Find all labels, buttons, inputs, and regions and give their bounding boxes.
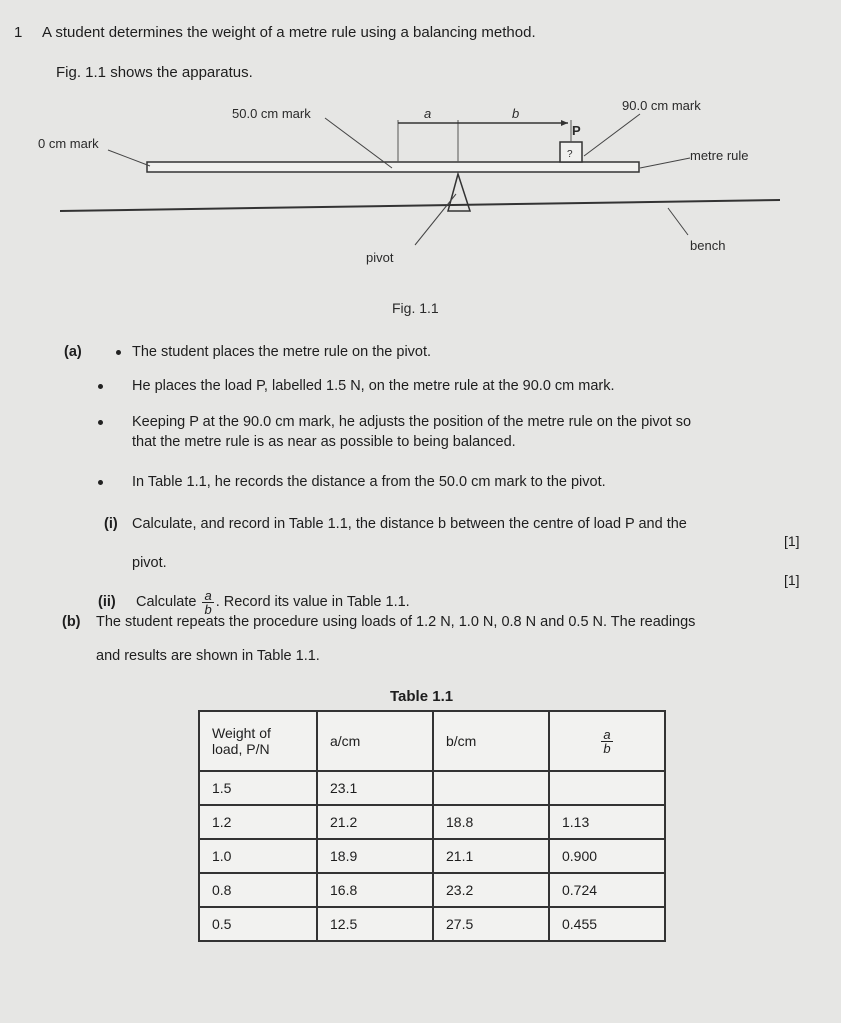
question-number: 1 bbox=[14, 24, 23, 41]
svg-text:?: ? bbox=[567, 149, 573, 160]
label-50cm-mark: 50.0 cm mark bbox=[232, 106, 311, 121]
table-row bbox=[199, 805, 665, 839]
cell-b: 21.1 bbox=[433, 839, 549, 873]
cell-weight: 0.5 bbox=[199, 907, 317, 941]
table-row bbox=[199, 907, 665, 941]
table-row bbox=[199, 873, 665, 907]
part-b-line2: and results are shown in Table 1.1. bbox=[96, 648, 320, 664]
cell-ratio: 0.724 bbox=[549, 873, 665, 907]
label-0cm-mark: 0 cm mark bbox=[38, 136, 99, 151]
part-a-bullet-4: In Table 1.1, he records the distance a from the 50.0 cm mark to the pivot. bbox=[132, 474, 606, 490]
cell-weight: 1.5 bbox=[199, 771, 317, 805]
header-ratio bbox=[549, 711, 665, 771]
figure-intro: Fig. 1.1 shows the apparatus. bbox=[56, 64, 253, 81]
part-a-bullet-1: The student places the metre rule on the pivot. bbox=[132, 344, 432, 360]
bullet-2 bbox=[98, 384, 103, 389]
header-ratio-num: a bbox=[603, 726, 611, 742]
cell-b: 18.8 bbox=[433, 805, 549, 839]
label-90cm-mark: 90.0 cm mark bbox=[622, 98, 701, 113]
cell-b bbox=[433, 771, 549, 805]
part-b-label: (b) bbox=[62, 614, 81, 630]
cell-b: 27.5 bbox=[433, 907, 549, 941]
sub-i-line2: pivot. bbox=[132, 555, 167, 571]
table-row bbox=[199, 771, 665, 805]
label-p: P bbox=[572, 123, 581, 138]
figure-caption: Fig. 1.1 bbox=[392, 300, 439, 316]
cell-b: 23.2 bbox=[433, 873, 549, 907]
cell-a: 12.5 bbox=[317, 907, 433, 941]
bullet-3 bbox=[98, 420, 103, 425]
cell-weight: 1.0 bbox=[199, 839, 317, 873]
part-b-line1: The student repeats the procedure using loads of 1.2 N, 1.0 N, 0.8 N and 0.5 N. The readings bbox=[96, 614, 696, 630]
cell-ratio: 0.900 bbox=[549, 839, 665, 873]
header-ratio-fraction bbox=[601, 728, 612, 755]
table-header-row bbox=[199, 711, 665, 771]
table-row bbox=[199, 839, 665, 873]
label-bench: bench bbox=[690, 238, 726, 253]
cell-weight: 0.8 bbox=[199, 873, 317, 907]
header-weight-line2: load, P/N bbox=[212, 741, 270, 757]
header-ratio-den: b bbox=[603, 740, 611, 756]
part-a-bullet-2: He places the load P, labelled 1.5 N, on the metre rule at the 90.0 cm mark. bbox=[132, 378, 615, 394]
header-weight-line1: Weight of bbox=[212, 725, 271, 741]
cell-ratio: 1.13 bbox=[549, 805, 665, 839]
sub-ii-label: (ii) bbox=[98, 594, 116, 610]
metre-rule-shape bbox=[147, 162, 639, 172]
cell-ratio bbox=[549, 771, 665, 805]
sub-ii-text-before: Calculate bbox=[136, 594, 197, 610]
question-intro: A student determines the weight of a metre rule using a balancing method. bbox=[42, 24, 536, 41]
cell-a: 16.8 bbox=[317, 873, 433, 907]
sub-i-line1: Calculate, and record in Table 1.1, the distance b between the centre of load P and the bbox=[132, 516, 687, 532]
sub-ii-marks: [1] bbox=[784, 572, 800, 588]
bullet-4 bbox=[98, 480, 103, 485]
bullet-1 bbox=[116, 350, 121, 355]
part-a-bullet-3-line1: Keeping P at the 90.0 cm mark, he adjusts the position of the metre rule on the pivot so bbox=[132, 414, 692, 430]
header-b: b/cm bbox=[433, 711, 549, 771]
label-a: a bbox=[424, 106, 432, 121]
cell-weight: 1.2 bbox=[199, 805, 317, 839]
part-a-bullet-3-line2: that the metre rule is as near as possible to being balanced. bbox=[132, 434, 516, 450]
frac-numerator: a bbox=[204, 587, 212, 603]
cell-a: 21.2 bbox=[317, 805, 433, 839]
cell-a: 18.9 bbox=[317, 839, 433, 873]
part-a-label: (a) bbox=[64, 344, 82, 360]
table-title: Table 1.1 bbox=[390, 688, 454, 705]
sub-ii-text-after: . Record its value in Table 1.1. bbox=[215, 594, 410, 610]
label-pivot: pivot bbox=[366, 250, 394, 265]
header-weight bbox=[199, 711, 317, 771]
sub-i-marks: [1] bbox=[784, 533, 800, 549]
bench-line bbox=[60, 200, 780, 211]
sub-i-label: (i) bbox=[104, 516, 118, 532]
label-metre-rule: metre rule bbox=[690, 148, 749, 163]
label-b: b bbox=[512, 106, 520, 121]
header-a: a/cm bbox=[317, 711, 433, 771]
cell-a: 23.1 bbox=[317, 771, 433, 805]
apparatus-diagram bbox=[0, 90, 841, 330]
cell-ratio: 0.455 bbox=[549, 907, 665, 941]
results-table bbox=[198, 710, 666, 942]
frac-denominator: b bbox=[204, 601, 212, 617]
